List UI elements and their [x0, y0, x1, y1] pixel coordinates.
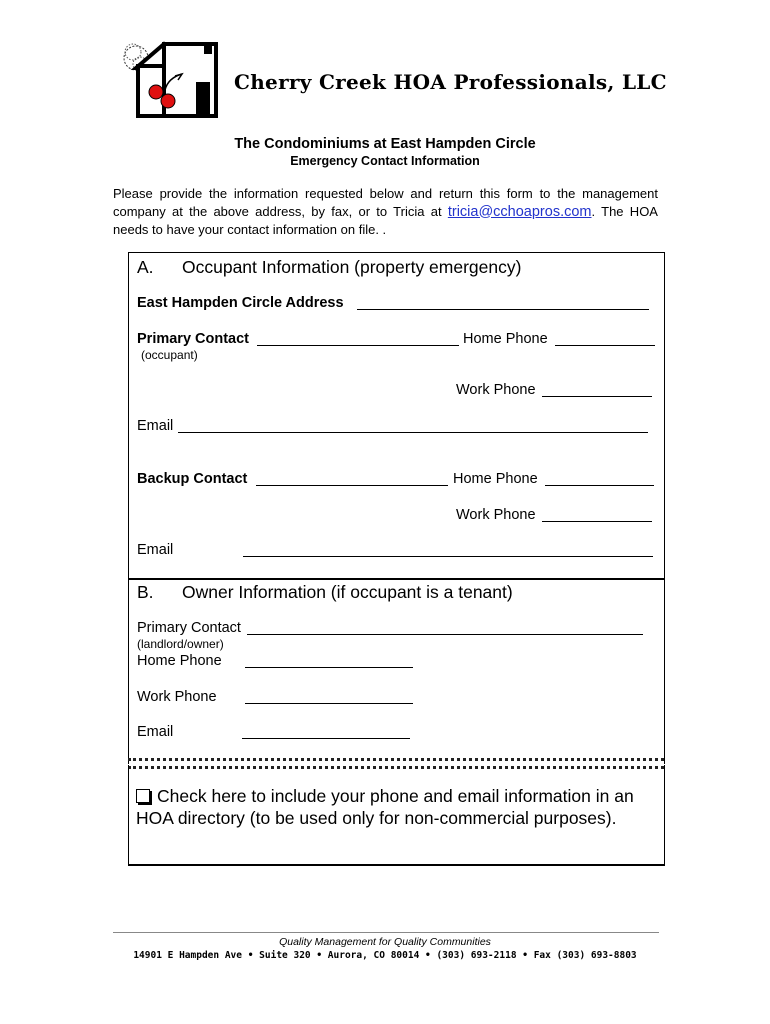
directory-option [136, 786, 661, 829]
owner-primary-contact-field[interactable] [247, 620, 643, 635]
owner-work-phone-field[interactable] [245, 689, 413, 704]
address-field[interactable] [357, 295, 649, 310]
primary-contact-label: Primary Contact [137, 331, 250, 347]
company-logo-house-cherries-icon [120, 38, 225, 120]
backup-work-phone-field[interactable] [542, 507, 652, 522]
backup-email-label: Email [137, 542, 174, 558]
owner-email-label: Email [137, 724, 174, 740]
owner-work-phone-label: Work Phone [137, 689, 217, 705]
intro-text-after: . The HOA needs to have your contact information on file. . [113, 203, 658, 237]
owner-primary-contact-label: Primary Contact [137, 620, 241, 636]
section-b-letter: B. [137, 582, 154, 602]
email-label: Email [137, 418, 174, 434]
backup-contact-field[interactable] [256, 471, 448, 486]
intro-text-before: Please provide the information requested below and return this form to the management company at the above address, by fax, or to Tricia at [113, 186, 658, 219]
owner-home-phone-field[interactable] [245, 653, 413, 668]
section-b-heading: Owner Information (if occupant is a tenant) [182, 582, 513, 602]
address-label: East Hampden Circle Address [137, 295, 344, 311]
section-a-heading: Occupant Information (property emergency) [182, 257, 522, 277]
owner-home-phone-label: Home Phone [137, 653, 222, 669]
directory-checkbox[interactable] [136, 789, 150, 803]
owner-email-field[interactable] [242, 724, 410, 739]
backup-home-phone-label: Home Phone [453, 471, 538, 487]
intro-paragraph [113, 185, 658, 239]
home-phone-label: Home Phone [463, 331, 548, 347]
work-phone-label: Work Phone [456, 382, 536, 398]
directory-checkbox-label: Check here to include your phone and email information in an HOA directory (to be used only for non-commercial purposes). [136, 786, 634, 828]
home-phone-field[interactable] [555, 331, 655, 346]
section-a-letter: A. [137, 257, 154, 277]
contact-email-link[interactable]: tricia@cchoapros.com [447, 203, 592, 220]
footer-rule [113, 932, 659, 933]
backup-email-field[interactable] [243, 542, 653, 557]
backup-contact-label: Backup Contact [137, 471, 248, 487]
backup-home-phone-field[interactable] [545, 471, 654, 486]
footer-address: 14901 E Hampden Ave • Suite 320 • Aurora, CO 80014 • (303) 693-2118 • Fax (303) 693-8803 [133, 950, 637, 961]
primary-contact-note: (occupant) [141, 348, 198, 362]
company-name: Cherry Creek HOA Professionals, LLC [234, 70, 667, 94]
primary-contact-field[interactable] [257, 331, 459, 346]
owner-primary-contact-note: (landlord/owner) [137, 637, 224, 651]
work-phone-field[interactable] [542, 382, 652, 397]
footer-tagline: Quality Management for Quality Communities [279, 936, 491, 948]
form-subtitle: Emergency Contact Information [290, 154, 480, 168]
email-field[interactable] [178, 418, 648, 433]
backup-work-phone-label: Work Phone [456, 507, 536, 523]
form-title: The Condominiums at East Hampden Circle [234, 136, 536, 152]
